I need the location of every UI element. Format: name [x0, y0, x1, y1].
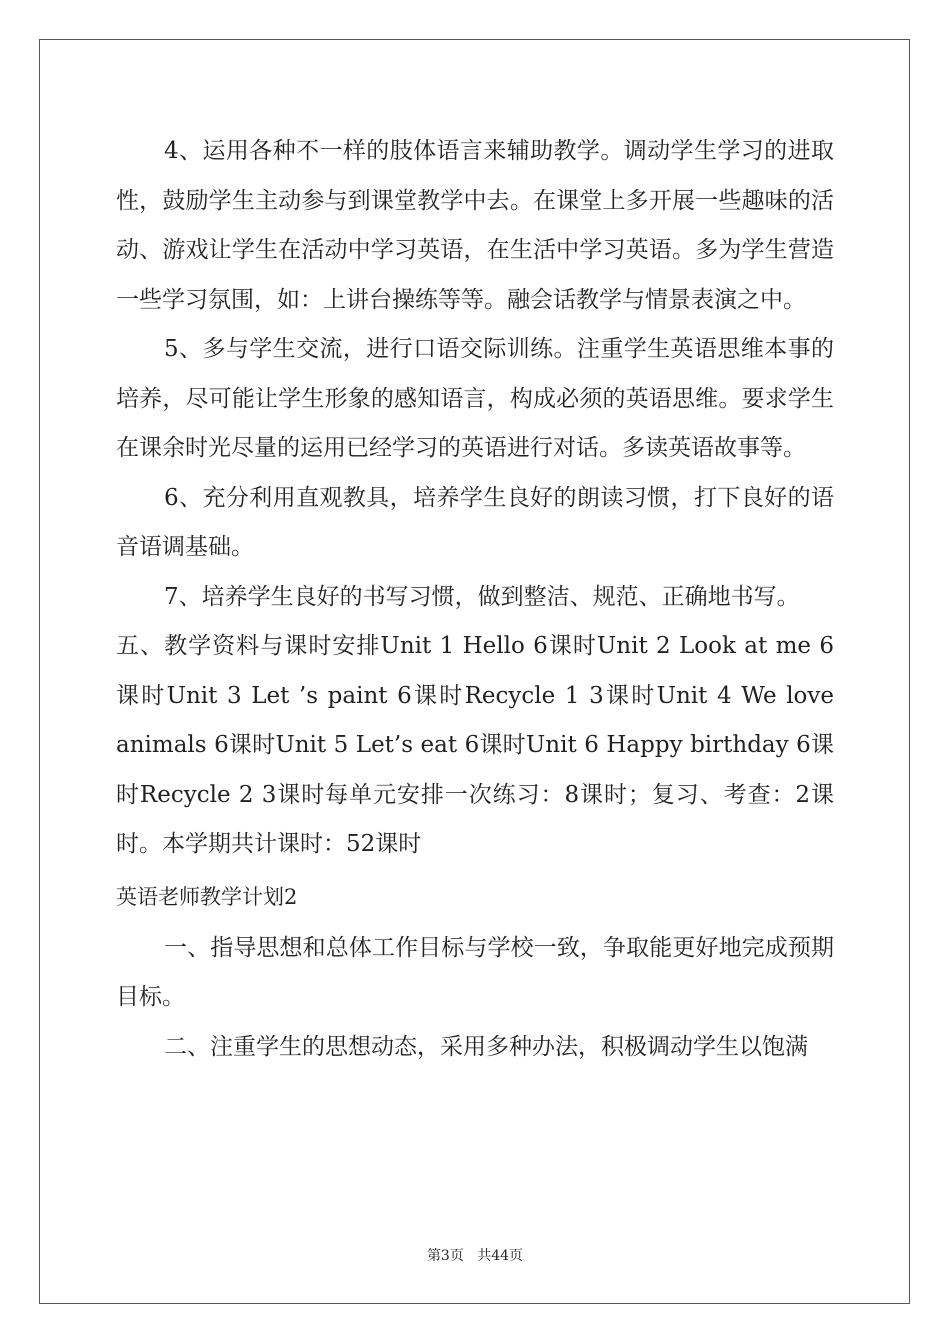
page-number: 第3页 [426, 1248, 464, 1264]
section-paragraph-2: 二、注重学生的思想动态，采用多种办法，积极调动学生以饱满 [164, 1033, 808, 1060]
paragraph-4: 4、运用各种不一样的肢体语言来辅助教学。调动学生学习的进取性，鼓励学生主动参与到课堂教学中去。在课堂上多开展一些趣味的活动、游戏让学生在活动中学习英语，在生活中学习英语。多为学生营造一些学习氛围，如：上讲台操练等等。融会话教学与情景表演之中。 [116, 138, 834, 313]
page-total: 共44页 [477, 1248, 524, 1264]
schedule-paragraph: 五、教学资料与课时安排Unit 1 Hello 6课时Unit 2 Look at me 6课时Unit 3 Let ’s paint 6课时Recycle 1 3课时Unit 4 We love animals 6课时Unit 5 Let’s eat 6课时Unit 6 Happy birthday 6课时Recycle 2 3课时每单元安排一次练习：8课时；复习、考查：2课时。本学期共计课时：52课时 [116, 633, 834, 857]
page-footer [0, 1245, 950, 1265]
paragraph-6: 6、充分利用直观教具，培养学生良好的朗读习惯，打下良好的语音语调基础。 [116, 484, 834, 560]
section-title: 英语老师教学计划2 [116, 884, 298, 909]
document-body [116, 127, 834, 1072]
section-paragraph-1: 一、指导思想和总体工作目标与学校一致，争取能更好地完成预期目标。 [116, 934, 834, 1010]
paragraph-5: 5、多与学生交流，进行口语交际训练。注重学生英语思维本事的培养，尽可能让学生形象的感知语言，构成必须的英语思维。要求学生在课余时光尽量的运用已经学习的英语进行对话。多读英语故事等。 [116, 336, 834, 461]
paragraph-7: 7、培养学生良好的书写习惯，做到整洁、规范、正确地书写。 [164, 583, 800, 610]
